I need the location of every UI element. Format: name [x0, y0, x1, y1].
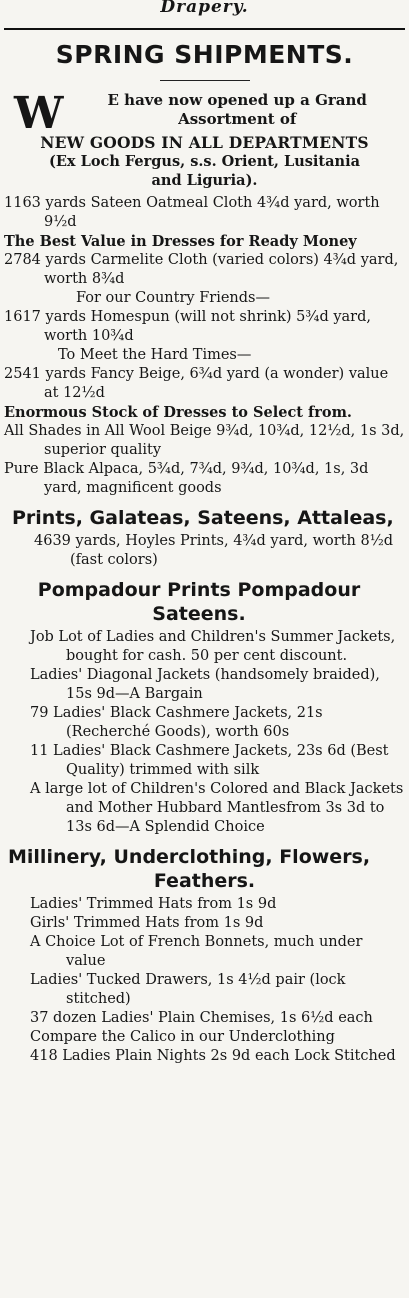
prints-heading: Prints, Galateas, Sateens, Attaleas, — [12, 507, 394, 529]
list-item: 4639 yards, Hoyles Prints, 4¾d yard, worth 8½d (fast colors) — [34, 533, 394, 568]
list-item: A large lot of Children's Colored and Black Jackets and Mother Hubbard Mantlesfrom 3s 3d to 13s 6d—A Splendid Choice — [30, 781, 404, 835]
section-heading: Drapery. — [160, 0, 249, 17]
list-item: Ladies' Tucked Drawers, 1s 4½d pair (lock stitched) — [30, 972, 346, 1007]
intro-line-3: NEW GOODS IN ALL DEPARTMENTS — [40, 133, 369, 152]
intro-paragraph — [4, 88, 405, 139]
list-item: Compare the Calico in our Underclothing — [30, 1029, 335, 1045]
list-item: 418 Ladies Plain Nights 2s 9d each Lock Stitched — [30, 1048, 396, 1064]
list-item: Pure Black Alpaca, 5¾d, 7¾d, 9¾d, 10¾d, 1s, 3d yard, magnificent goods — [4, 461, 369, 496]
pompadour-heading: Pompadour Prints Pompadour Sateens. — [37, 579, 361, 625]
headline: SPRING SHIPMENTS. — [55, 40, 354, 69]
list-item: 2784 yards Carmelite Cloth (varied colors) 4¾d yard, worth 8¾d — [4, 252, 399, 287]
list-item: 79 Ladies' Black Cashmere Jackets, 21s (Recherché Goods), worth 60s — [30, 705, 323, 740]
list-item: The Best Value in Dresses for Ready Money — [4, 233, 357, 250]
millinery-heading-2: Feathers. — [153, 870, 256, 892]
list-item: To Meet the Hard Times— — [58, 347, 252, 363]
list-item: Girls' Trimmed Hats from 1s 9d — [30, 915, 264, 931]
list-item: 1617 yards Homespun (will not shrink) 5¾d yard, worth 10¾d — [4, 309, 371, 344]
intro-block — [0, 88, 409, 1066]
millinery-heading: Millinery, Underclothing, Flowers, — [8, 846, 371, 868]
list-item: 11 Ladies' Black Cashmere Jackets, 23s 6d (Best Quality) trimmed with silk — [30, 743, 389, 778]
intro-line-1: E have now opened up a Grand — [107, 91, 367, 109]
top-rule — [4, 28, 405, 30]
list-item: All Shades in All Wool Beige 9¾d, 10¾d, 12½d, 1s 3d, superior quality — [4, 423, 405, 458]
intro-line-5: and Liguria). — [151, 172, 258, 189]
list-item: Ladies' Diagonal Jackets (handsomely braided), 15s 9d—A Bargain — [30, 667, 380, 702]
intro-line-4: (Ex Loch Fergus, s.s. Orient, Lusitania — [49, 153, 360, 170]
list-item: Job Lot of Ladies and Children's Summer Jackets, bought for cash. 50 per cent discount. — [30, 629, 396, 664]
list-item: A Choice Lot of French Bonnets, much under value — [30, 934, 363, 969]
jackets-block — [4, 628, 405, 837]
list-item: Ladies' Trimmed Hats from 1s 9d — [30, 896, 277, 912]
millinery-block — [4, 895, 405, 1066]
intro-line-2: Assortment of — [178, 110, 297, 128]
list-item: For our Country Friends— — [76, 290, 270, 306]
prints-block — [4, 532, 405, 570]
drop-cap: W — [14, 88, 64, 139]
list-item: 2541 yards Fancy Beige, 6¾d yard (a wonder) value at 12½d — [4, 366, 389, 401]
list-item: 37 dozen Ladies' Plain Chemises, 1s 6½d each — [30, 1010, 373, 1026]
list-item: 1163 yards Sateen Oatmeal Cloth 4¾d yard, worth 9½d — [4, 195, 380, 230]
short-rule — [160, 80, 250, 81]
list-item: Enormous Stock of Dresses to Select from. — [4, 404, 352, 421]
